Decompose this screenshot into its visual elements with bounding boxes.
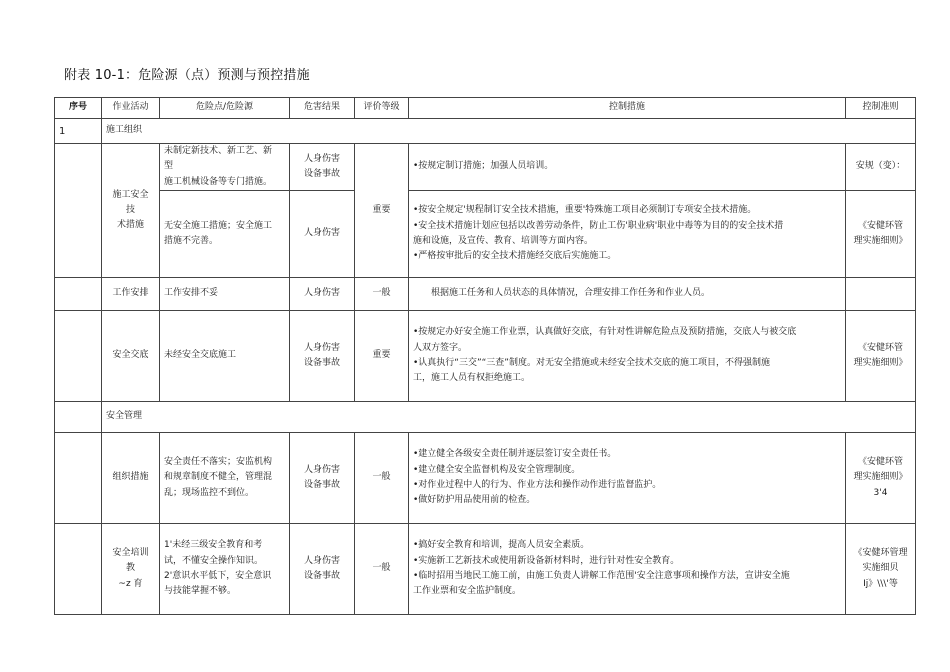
table-row [55, 310, 916, 401]
header-activity: 作业活动 [102, 98, 160, 119]
consequence-cell: 人身伤害 设备事故 [290, 144, 355, 191]
hazard-cell: 安全责任不落实；安监机构 和规章制度不健全，管理混 乱；现场监控不到位。 [160, 432, 290, 523]
criteria-cell: 《安健环管 理实施细则》 3'4 [846, 432, 916, 523]
criteria-cell: 《安健环管理 实施细贝 Ij》\\\'等 [846, 523, 916, 614]
hazard-cell: 无安全施工措施；安全施工 措施不完善。 [160, 190, 290, 277]
table-row [55, 144, 916, 191]
section-seq: 1 [55, 119, 102, 144]
seq-cell [55, 144, 102, 278]
level-cell: 一般 [355, 523, 409, 614]
hazard-cell: 工作安排不妥 [160, 277, 290, 310]
header-criteria: 控制准则 [846, 98, 916, 119]
criteria-cell: 《安健环管 理实施细则》 [846, 190, 916, 277]
level-cell: 重要 [355, 144, 409, 278]
hazard-cell: 未经安全交底施工 [160, 310, 290, 401]
hazard-cell: 未制定新技术、新工艺、新 型 施工机械设备等专门措施。 [160, 144, 290, 191]
criteria-cell: 《安健环管 理实施细则》 [846, 310, 916, 401]
consequence-cell: 人身伤害 设备事故 [290, 310, 355, 401]
activity-cell: 安全交底 [102, 310, 160, 401]
table-row [55, 432, 916, 523]
level-cell: 重要 [355, 310, 409, 401]
hazard-table [54, 97, 916, 615]
table-row [55, 190, 916, 277]
seq-cell [55, 432, 102, 523]
activity-cell: 施工安全 技 术措施 [102, 144, 160, 278]
header-hazard: 危险点/危险源 [160, 98, 290, 119]
seq-cell [55, 523, 102, 614]
header-measures: 控制措施 [409, 98, 846, 119]
consequence-cell: 人身伤害 设备事故 [290, 523, 355, 614]
section-row [55, 401, 916, 432]
seq-cell [55, 277, 102, 310]
measures-cell: •按安全规定'规程制订安全技术措施，重要'特殊施工项目必须制订专项安全技术措施。 •安全技术措施计划应包括以改善劳动条件，防止工伤'职业病'职业中毒等为目的的安全技术措 施和设施，及宣传、教育、培训等方面内容。 •严格按审批后的安全技术措施经交底后实施施工。 [409, 190, 846, 277]
consequence-cell: 人身伤害 [290, 190, 355, 277]
table-row [55, 523, 916, 614]
table-row [55, 277, 916, 310]
activity-cell: 组织措施 [102, 432, 160, 523]
measures-cell: •按规定办好安全施工作业票，认真做好交底，有针对性讲解危险点及预防措施，交底人与被交底 人双方签字。 •认真执行“三交”“三查”制度。对无安全措施或未经安全技术交底的施工项目，不得强制施 工，施工人员有权拒绝施工。 [409, 310, 846, 401]
consequence-cell: 人身伤害 [290, 277, 355, 310]
header-consequence: 危害结果 [290, 98, 355, 119]
level-cell: 一般 [355, 277, 409, 310]
header-level: 评价等级 [355, 98, 409, 119]
section-row [55, 119, 916, 144]
page-title: 附表 10-1：危险源（点）预测与预控措施 [64, 68, 310, 83]
header-seq: 序号 [55, 98, 102, 119]
activity-cell: 工作安排 [102, 277, 160, 310]
measures-cell: •按规定制订措施；加强人员培训。 [409, 144, 846, 191]
measures-cell: 根据施工任务和人员状态的具体情况，合理安排工作任务和作业人员。 [409, 277, 846, 310]
section-title: 施工组织 [102, 119, 916, 144]
section-seq [55, 401, 102, 432]
measures-cell: •搞好安全教育和培训，提高人员安全素质。 •实施新工艺新技术或使用新设备新材料时，进行针对性安全教育。 •临时招用当地民工施工前，由施工负责人讲解工作范围'安全注意事项和操作方法，宣讲安全施 工作业票和安全监护制度。 [409, 523, 846, 614]
criteria-cell: 安规（变）： [846, 144, 916, 191]
activity-cell: 安全培训 教 ~z 育 [102, 523, 160, 614]
measures-cell: •建立健全各级安全责任制并逐层签订安全责任书。 •建立健全安全监督机构及安全管理制度。 •对作业过程中人的行为、作业方法和操作动作进行监督监护。 •做好防护用品使用前的检查。 [409, 432, 846, 523]
hazard-cell: 1'未经三级安全教育和考 试，不懂安全操作知识。 2'意识水平低下，安全意识 与技能掌握不够。 [160, 523, 290, 614]
seq-cell [55, 310, 102, 401]
section-title: 安全管理 [102, 401, 916, 432]
level-cell: 一般 [355, 432, 409, 523]
table-header-row [55, 98, 916, 119]
consequence-cell: 人身伤害 设备事故 [290, 432, 355, 523]
criteria-cell [846, 277, 916, 310]
